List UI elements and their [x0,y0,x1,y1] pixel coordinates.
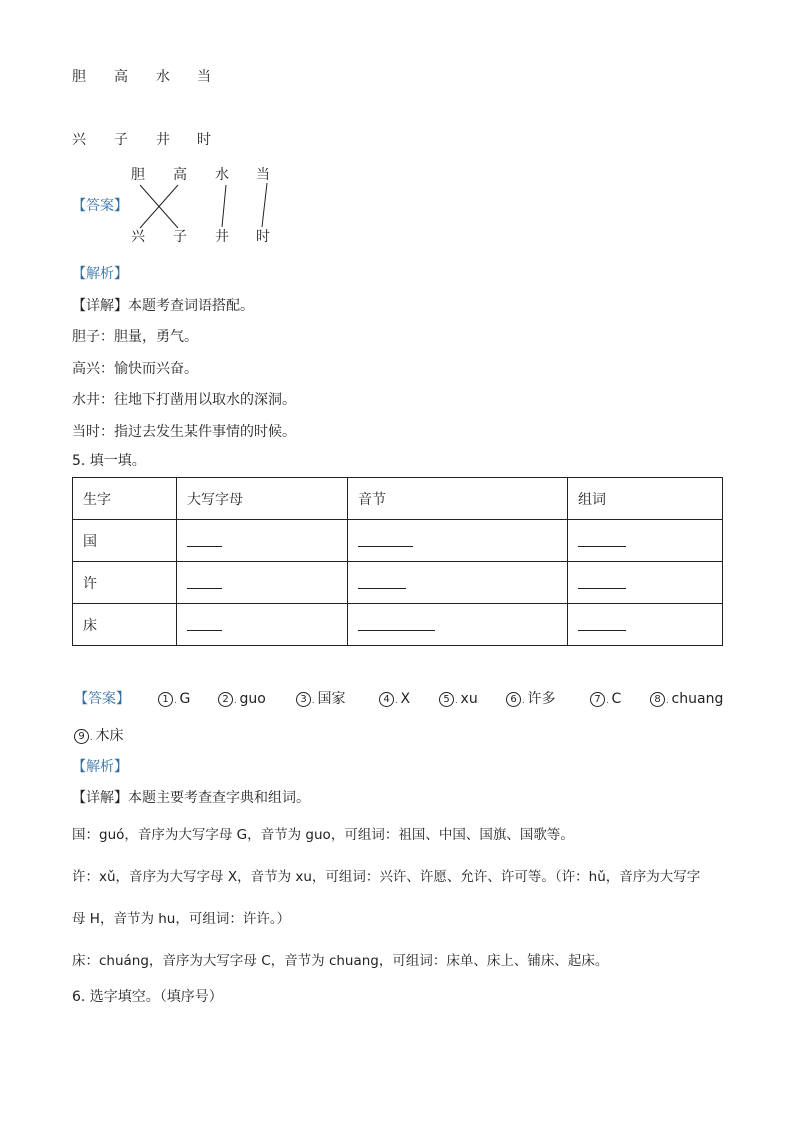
answer-tag-q5: 【答案】 [74,691,130,707]
q5-detail-chuang: 床：chuáng，音序为大写字母 C，音节为 chuang，可组词：床单、床上、铺床、起床。 [72,953,609,969]
diagram-bottom-2: 子 [173,229,187,245]
q4-detail-line-3: 水井：往地下打凿用以取水的深洞。 [72,392,296,408]
diagram-bottom-4: 时 [256,229,270,245]
match-bottom-4: 时 [197,132,211,148]
q4-detail-line-1: 胆子：胆量，勇气。 [72,329,198,345]
diagram-bottom-3: 井 [215,229,229,245]
answer-item-8: 8 . chuang [650,690,723,710]
answer-item-3: 3 . 国家 [296,690,346,710]
q4-detail-line-4: 当时：指过去发生某件事情的时候。 [72,424,296,440]
row-char: 国 [73,520,177,562]
match-top-1: 胆 [72,69,86,85]
answer-item-9: 9 . 木床 [74,727,124,747]
q4-detail-line-2: 高兴：愉快而兴奋。 [72,361,198,377]
blank-field[interactable] [187,618,222,631]
diagram-top-4: 当 [256,167,270,183]
matching-lines [0,0,794,260]
blank-field[interactable] [578,576,626,589]
blank-field[interactable] [358,576,406,589]
diagram-bottom-1: 兴 [131,229,145,245]
q6-title: 6. 选字填空。（填序号） [72,989,223,1005]
table-row [73,604,723,646]
row-char: 许 [73,562,177,604]
q5-detail-guo: 国：guó，音序为大写字母 G，音节为 guo，可组词：祖国、中国、国旗、国歌等。 [72,827,574,843]
match-bottom-1: 兴 [72,132,86,148]
match-top-2: 高 [114,69,128,85]
match-bottom-2: 子 [114,132,128,148]
blank-field[interactable] [187,576,222,589]
blank-field[interactable] [358,534,413,547]
table-header-row [73,478,723,520]
row-char: 床 [73,604,177,646]
diagram-top-2: 高 [173,167,187,183]
blank-field[interactable] [358,618,435,631]
q5-answer-row [74,690,734,710]
answer-tag: 【答案】 [72,198,128,214]
fill-in-table [72,477,723,646]
diagram-top-3: 水 [215,167,229,183]
q5-detail-xu-1: 许：xǔ，音序为大写字母 X，音节为 xu，可组词：兴许、许愿、允许、许可等。（许：hǔ，音序为大写字 [72,869,701,885]
diagram-top-1: 胆 [131,167,145,183]
table-row [73,520,723,562]
match-top-3: 水 [156,69,170,85]
match-top-4: 当 [197,69,211,85]
blank-field[interactable] [578,618,626,631]
header-capital-letter: 大写字母 [177,478,348,520]
answer-item-6: 6 . 许多 [506,690,556,710]
match-bottom-3: 井 [156,132,170,148]
line-shui-jing [222,185,226,227]
table-row [73,562,723,604]
header-syllable: 音节 [348,478,568,520]
q4-detail-intro: 【详解】本题考查词语搭配。 [72,298,254,314]
answer-item-5: 5 . xu [439,690,478,710]
q5-detail-intro: 【详解】本题主要考查查字典和组词。 [72,790,310,806]
answer-item-7: 7 . C [590,690,621,710]
analysis-tag-q4: 【解析】 [72,266,128,282]
analysis-tag-q5: 【解析】 [72,759,128,775]
line-dang-shi [262,183,267,227]
header-char: 生字 [73,478,177,520]
q5-detail-xu-2: 母 H，音节为 hu，可组词：许许。） [72,911,291,927]
answer-item-2: 2 . guo [218,690,266,710]
header-word: 组词 [568,478,723,520]
q5-title: 5. 填一填。 [72,453,146,469]
blank-field[interactable] [187,534,222,547]
answer-item-4: 4 . X [379,690,410,710]
blank-field[interactable] [578,534,626,547]
answer-item-1: 1 . G [158,690,190,710]
